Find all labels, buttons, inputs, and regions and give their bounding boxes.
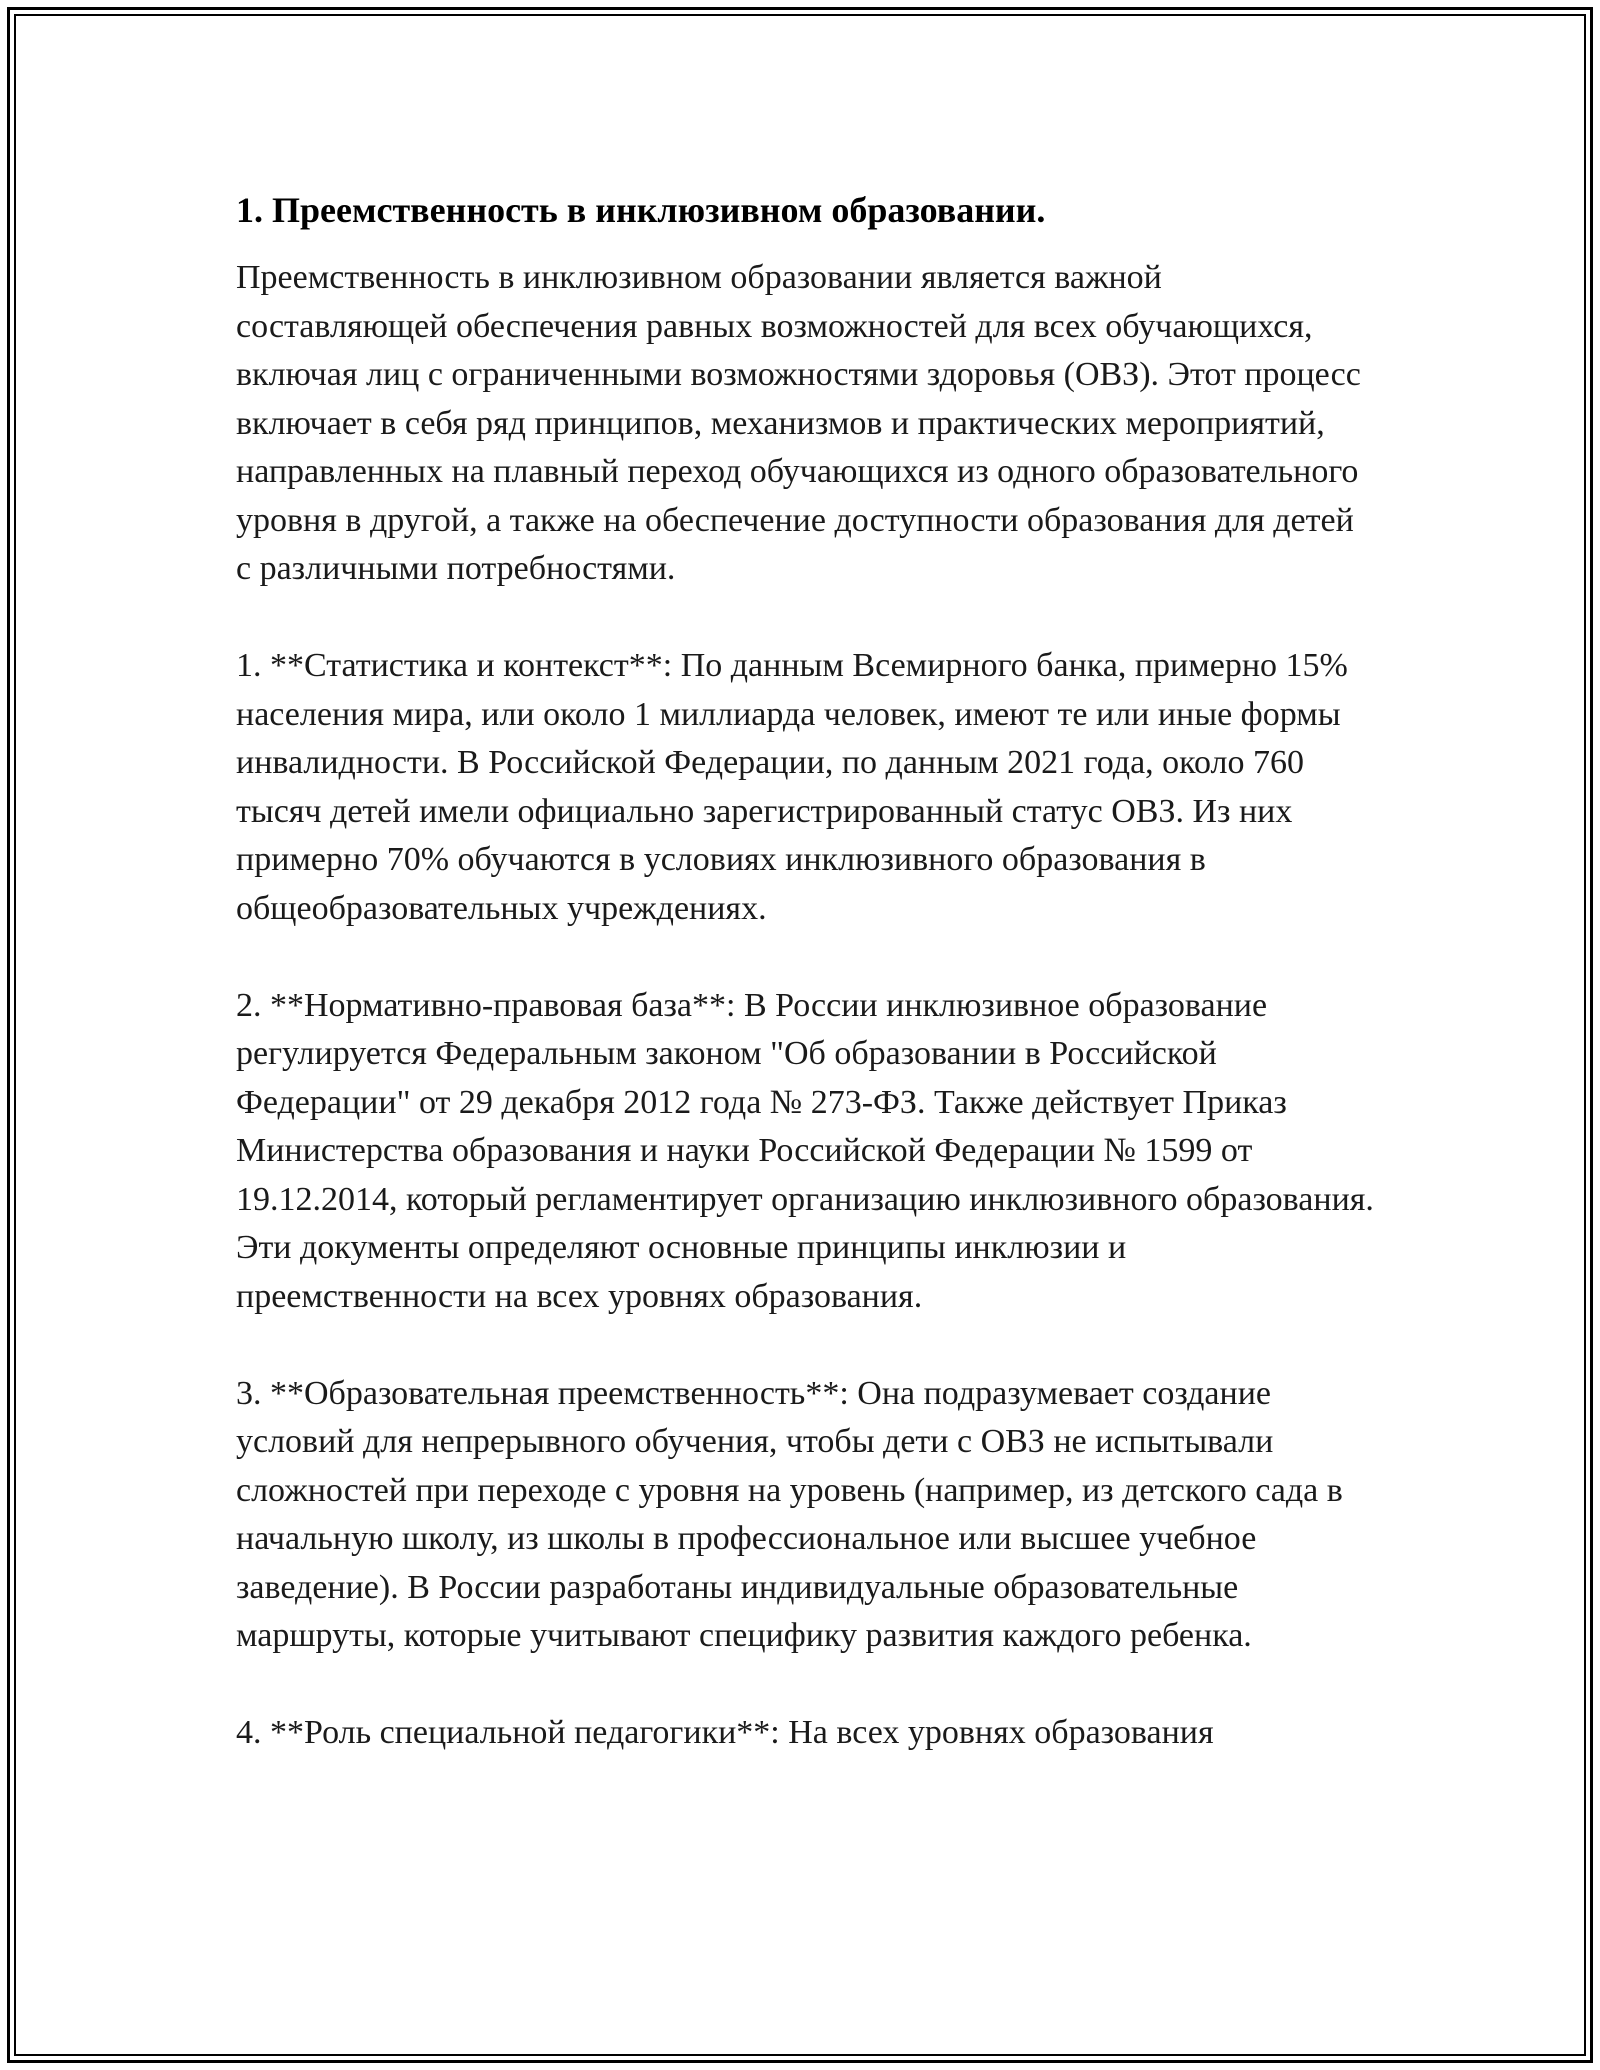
special-pedagogy-paragraph: 4. **Роль специальной педагогики**: На всех уровнях образования bbox=[236, 1714, 1214, 1751]
intro-paragraph: Преемственность в инклюзивном образовании является важной составляющей обеспечения равных возможностей для всех обучающихся, включая лиц с ограниченными возможностями здоровья (ОВЗ). Этот процесс включает в себя ряд принципов, механизмов и практических мероприятий, направленных на плавный переход обучающихся из одного образовательного уровня в другой, а также на обеспечение доступности образования для детей с различными потребностями. bbox=[236, 259, 1361, 587]
continuity-paragraph: 3. **Образовательная преемственность**: Она подразумевает создание условий для непрерывного обучения, чтобы дети с ОВЗ не испытывали сложностей при переходе с уровня на уровень (например, из детского сада в начальную школу, из школы в профессиональное или высшее учебное заведение). В России разработаны индивидуальные образовательные маршруты, которые учитывают специфику развития каждого ребенка. bbox=[236, 1374, 1343, 1654]
section-heading: 1. Преемственность в инклюзивном образовании. bbox=[236, 190, 1046, 230]
legal-basis-paragraph: 2. **Нормативно-правовая база**: В России инклюзивное образование регулируется Федеральным законом "Об образовании в Российской Федерации" от 29 декабря 2012 года № 273-ФЗ. Также действует Приказ Министерства образования и науки Российской Федерации № 1599 от 19.12.2014, который регламентирует организацию инклюзивного образования. Эти документы определяют основные принципы инклюзии и преемственности на всех уровнях образования. bbox=[236, 986, 1374, 1315]
document-body bbox=[236, 186, 1376, 1806]
statistics-paragraph: 1. **Статистика и контекст**: По данным Всемирного банка, примерно 15% населения мира, или около 1 миллиарда человек, имеют те или иные формы инвалидности. В Российской Федерации, по данным 2021 года, около 760 тысяч детей имели официально зарегистрированный статус ОВЗ. Из них примерно 70% обучаются в условиях инклюзивного образования в общеобразовательных учреждениях. bbox=[236, 647, 1348, 927]
